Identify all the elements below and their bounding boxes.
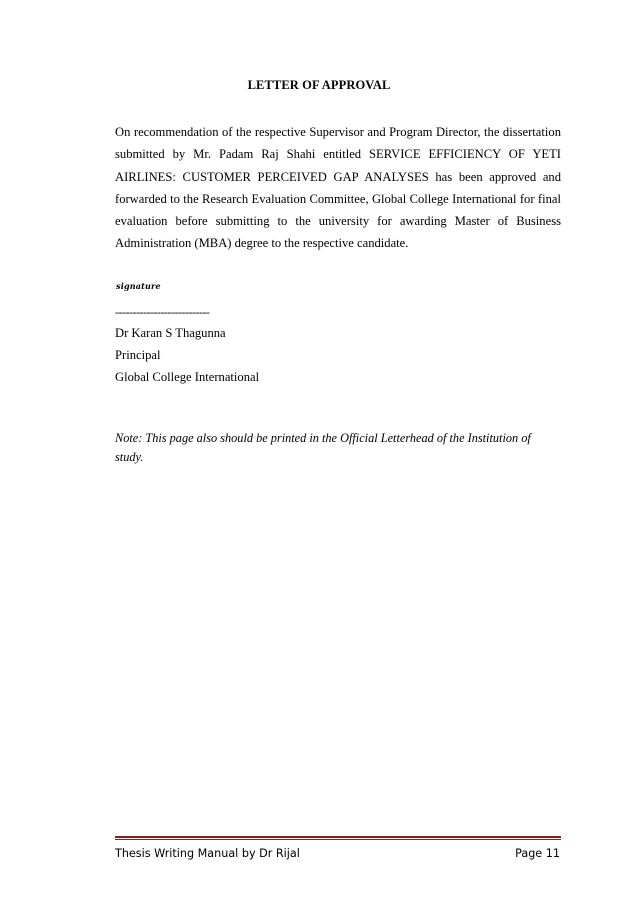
footer-manual-title: Thesis Writing Manual by Dr Rijal — [115, 847, 300, 860]
signature-text: signature — [116, 281, 161, 291]
signature-line: --------------------------- — [115, 305, 210, 319]
letter-title: LETTER OF APPROVAL — [247, 78, 391, 92]
footer-divider-thick — [115, 836, 561, 838]
letterhead-note: Note: This page also should be printed in the Official Letterhead of the Institution of study. — [115, 431, 531, 464]
signatory-name: Dr Karan S Thagunna — [115, 326, 226, 340]
signatory-organization: Global College International — [115, 370, 260, 384]
approval-paragraph: On recommendation of the respective Supervisor and Program Director, the dissertation submitted by Mr. Padam Raj Shahi entitled SERVICE EFFICIENCY OF YETI AIRLINES: CUSTOMER PERCEIVED GAP ANALYSES has been approved and forwarded to the Research Evaluation Committee, Global College International for final evaluation before submitting to the university for awarding Master of Business Administration (MBA) degree to the respective candidate. — [115, 125, 561, 251]
footer-page-number: Page 11 — [515, 847, 560, 860]
signatory-title: Principal — [115, 348, 161, 362]
footer-divider-thin — [115, 839, 561, 840]
